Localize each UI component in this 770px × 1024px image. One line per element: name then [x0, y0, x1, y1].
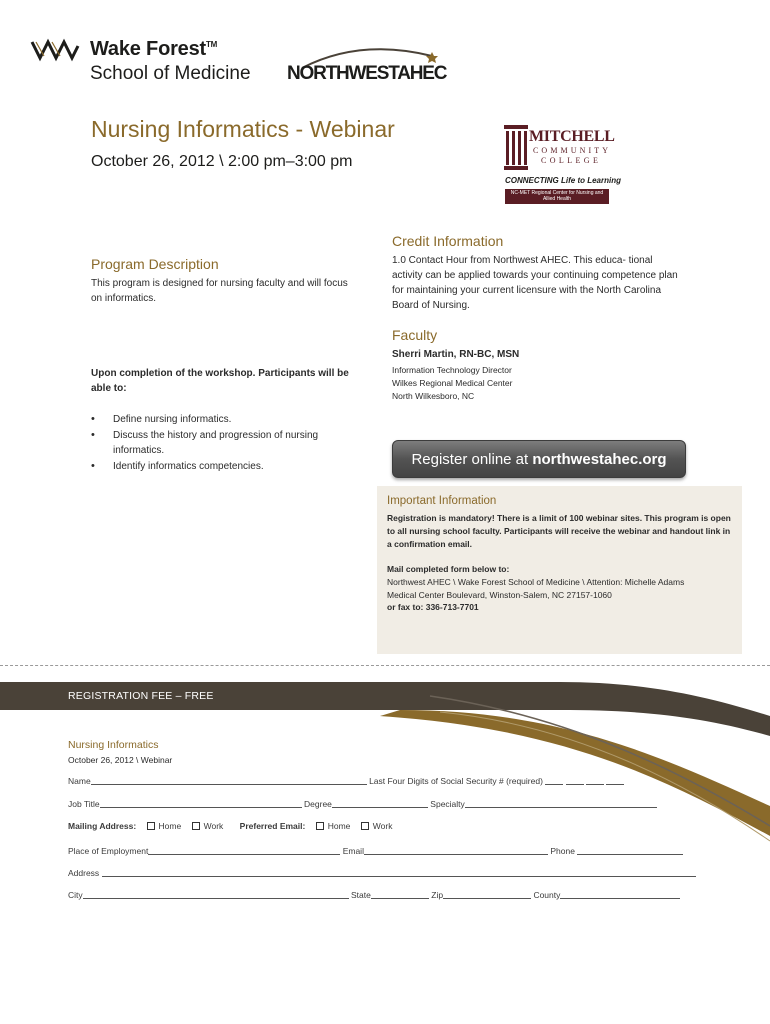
- register-site-link[interactable]: northwestahec.org: [532, 451, 667, 468]
- form-row-employment: [68, 846, 683, 856]
- registration-fee-label: REGISTRATION FEE – FREE: [68, 690, 214, 702]
- specialty-label: Specialty: [430, 799, 465, 809]
- email-label: Email: [342, 846, 364, 856]
- ssn-digit-field[interactable]: [566, 776, 584, 785]
- employment-field[interactable]: [148, 846, 340, 855]
- degree-label: Degree: [304, 799, 332, 809]
- faculty-employer: Wilkes Regional Medical Center: [392, 378, 513, 388]
- ssn-digit-field[interactable]: [545, 776, 563, 785]
- address-field[interactable]: [102, 868, 696, 877]
- northwest-ahec-name: NORTHWESTAHEC: [287, 63, 447, 84]
- ssn-digit-field[interactable]: [606, 776, 624, 785]
- register-online-button[interactable]: [392, 440, 686, 478]
- mail-address: [387, 576, 684, 602]
- phone-label: Phone: [550, 846, 575, 856]
- job-title-label: Job Title: [68, 799, 100, 809]
- objectives-intro: Upon completion of the workshop. Participants will be able to:: [91, 368, 349, 394]
- fax-number: or fax to: 336-713-7701: [387, 602, 479, 612]
- mail-address-line: Medical Center Boulevard, Winston-Salem, NC 27157-1060: [387, 590, 612, 600]
- credit-text: 1.0 Contact Hour from Northwest AHEC. This educa- tional activity can be applied towards your continuing competence plan for maintaining your current licensure with the North Carolina Board of Nursing.: [392, 255, 678, 311]
- form-row-city: [68, 890, 680, 900]
- faculty-heading: Faculty: [392, 327, 438, 343]
- email-work-checkbox[interactable]: [361, 822, 369, 830]
- mitchell-tagline: CONNECTING Life to Learning: [505, 176, 621, 185]
- register-prefix: Register online at: [411, 451, 533, 468]
- zip-field[interactable]: [443, 890, 531, 899]
- mitchell-regional-box: NC-MET Regional Center for Nursing and Allied Health: [505, 189, 609, 204]
- list-item: • Define nursing informatics.: [91, 412, 356, 428]
- address-label: Address: [68, 868, 100, 878]
- phone-field[interactable]: [577, 846, 683, 855]
- name-field[interactable]: [91, 776, 367, 785]
- school-of-medicine-name: School of Medicine: [90, 63, 251, 84]
- wake-forest-name: Wake Forest™: [90, 38, 218, 60]
- list-item: • Identify informatics competencies.: [91, 459, 356, 475]
- employment-label: Place of Employment: [68, 846, 149, 856]
- mailing-home-checkbox[interactable]: [147, 822, 155, 830]
- program-text: This program is designed for nursing faculty and will focus on informatics.: [91, 278, 348, 304]
- zip-label: Zip: [431, 890, 444, 900]
- mitchell-name: MITCHELL: [529, 128, 615, 145]
- faculty-name: Sherri Martin, RN-BC, MSN: [392, 349, 520, 360]
- mitchell-college: COLLEGE: [541, 156, 602, 165]
- form-row-name: [68, 776, 624, 786]
- county-label: County: [533, 890, 561, 900]
- email-home-label: Home: [327, 821, 351, 831]
- email-home-checkbox[interactable]: [316, 822, 324, 830]
- ssn-label: Last Four Digits of Social Security # (required): [369, 776, 543, 786]
- mail-heading: Mail completed form below to:: [387, 564, 510, 574]
- mail-address-line: Northwest AHEC \ Wake Forest School of Medicine \ Attention: Michelle Adams: [387, 577, 685, 587]
- page-title: Nursing Informatics - Webinar: [91, 116, 395, 142]
- degree-field[interactable]: [332, 799, 428, 808]
- mailing-work-checkbox[interactable]: [192, 822, 200, 830]
- faculty-location: North Wilkesboro, NC: [392, 391, 475, 401]
- faculty-details: [392, 364, 512, 403]
- mailing-home-label: Home: [158, 821, 182, 831]
- form-row-address: [68, 868, 696, 878]
- registration-date: October 26, 2012 \ Webinar: [68, 755, 173, 765]
- faculty-role: Information Technology Director: [392, 365, 512, 375]
- wake-forest-logo-icon: [30, 38, 80, 62]
- cut-line-divider: [0, 665, 770, 666]
- list-item: • Discuss the history and progression of nursing informatics.: [91, 428, 356, 459]
- mitchell-building-icon: [503, 123, 529, 171]
- email-work-label: Work: [372, 821, 393, 831]
- job-title-field[interactable]: [100, 799, 302, 808]
- form-row-job: [68, 799, 657, 809]
- name-label: Name: [68, 776, 91, 786]
- registration-title: Nursing Informatics: [68, 739, 159, 751]
- specialty-field[interactable]: [465, 799, 657, 808]
- important-heading: Important Information: [387, 495, 497, 507]
- state-label: State: [351, 890, 371, 900]
- objectives-list: [91, 412, 356, 474]
- mitchell-community: COMMUNITY: [533, 146, 612, 155]
- preferred-email-label: Preferred Email:: [239, 821, 306, 831]
- county-field[interactable]: [560, 890, 680, 899]
- mailing-work-label: Work: [203, 821, 224, 831]
- city-field[interactable]: [83, 890, 349, 899]
- program-heading: Program Description: [91, 256, 219, 272]
- trademark-mark: TM: [205, 40, 218, 49]
- city-label: City: [68, 890, 83, 900]
- credit-heading: Credit Information: [392, 233, 504, 249]
- ssn-digit-field[interactable]: [586, 776, 604, 785]
- important-notice: Registration is mandatory! There is a limit of 100 webinar sites. This program is open to all nursing school faculty. Participants will receive the webinar and handout link in a confirmation email.: [387, 513, 731, 549]
- email-field[interactable]: [364, 846, 548, 855]
- state-field[interactable]: [371, 890, 429, 899]
- form-row-mailing: [68, 821, 392, 831]
- mailing-address-label: Mailing Address:: [68, 821, 137, 831]
- event-date: October 26, 2012 \ 2:00 pm–3:00 pm: [91, 153, 353, 170]
